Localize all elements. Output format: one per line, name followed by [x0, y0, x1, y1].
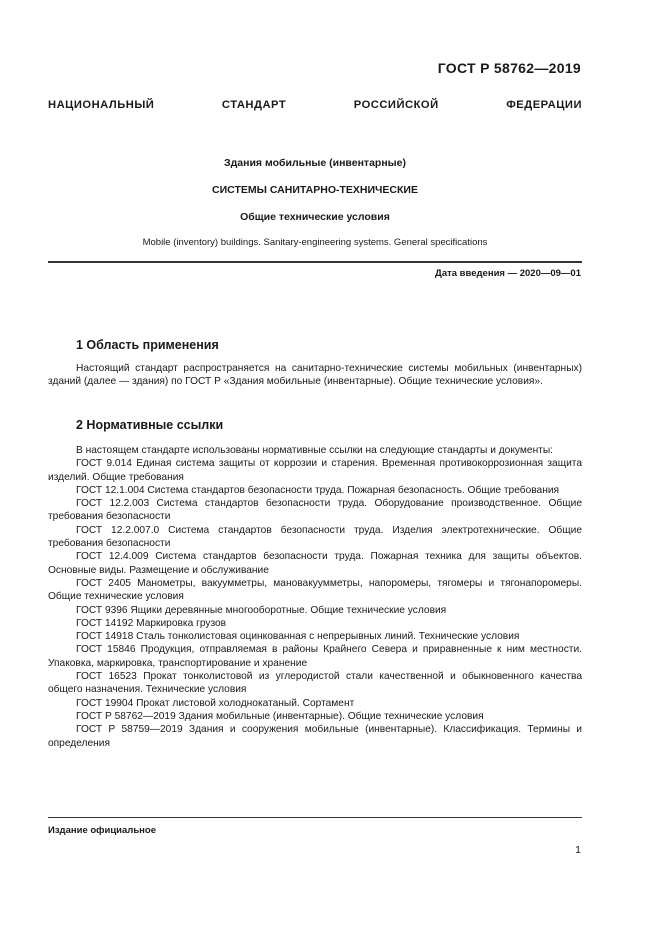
- references-intro: В настоящем стандарте использованы нормативные ссылки на следующие стандарты и документы:: [76, 445, 554, 456]
- edition-label: Издание официальное: [48, 825, 156, 836]
- section-2-heading: 2 Нормативные ссылки: [76, 418, 224, 432]
- standard-type-heading: НАЦИОНАЛЬНЫЙ СТАНДАРТ РОССИЙСКОЙ ФЕДЕРАЦИИ: [48, 99, 582, 111]
- reference-item: ГОСТ 16523 Прокат тонколистовой из углеродистой стали качественной и обыкновенного качества общего назначения. Технические условия: [48, 671, 582, 696]
- title-divider: [48, 261, 582, 263]
- reference-item: ГОСТ 15846 Продукция, отправляемая в районы Крайнего Севера и приравненные к ним местности. Упаковка, маркировка, транспортирование и хранение: [48, 644, 582, 669]
- section-1-heading: 1 Область применения: [76, 338, 219, 352]
- section-1-text: Настоящий стандарт распространяется на санитарно-технические системы мобильных (инвентарных) зданий (далее — здания) по ГОСТ Р «Здания мобильные (инвентарные). Общие технические условия».: [48, 363, 582, 388]
- footer-divider: [48, 817, 582, 818]
- reference-item: ГОСТ 14192 Маркировка грузов: [76, 617, 227, 629]
- reference-item: ГОСТ 12.1.004 Система стандартов безопасности труда. Пожарная безопасность. Общие требования: [76, 484, 560, 496]
- reference-item: ГОСТ Р 58759—2019 Здания и сооружения мобильные (инвентарные). Классификация. Термины и определения: [48, 724, 582, 749]
- title-line-3: Общие технические условия: [240, 211, 390, 223]
- introduction-date: Дата введения — 2020—09—01: [435, 268, 581, 279]
- title-line-2: СИСТЕМЫ САНИТАРНО-ТЕХНИЧЕСКИЕ: [212, 184, 418, 196]
- reference-item: ГОСТ 19904 Прокат листовой холоднокатаный. Сортамент: [76, 697, 355, 709]
- reference-item: ГОСТ 12.2.003 Система стандартов безопасности труда. Оборудование производственное. Общие требования безопасности: [48, 498, 582, 523]
- document-code: ГОСТ Р 58762—2019: [437, 60, 581, 76]
- english-title: Mobile (inventory) buildings. Sanitary-engineering systems. General specifications: [142, 237, 488, 248]
- title-line-1: Здания мобильные (инвентарные): [224, 157, 406, 169]
- reference-item: ГОСТ 2405 Манометры, вакуумметры, мановакуумметры, напоромеры, тягомеры и тягонапоромеры. Общие технические условия: [48, 577, 582, 603]
- reference-item: ГОСТ 9396 Ящики деревянные многооборотные. Общие технические условия: [76, 604, 447, 616]
- references-list: [48, 444, 582, 750]
- reference-item: ГОСТ Р 58762—2019 Здания мобильные (инвентарные). Общие технические условия: [76, 710, 484, 722]
- reference-item: ГОСТ 9.014 Единая система защиты от коррозии и старения. Временная противокоррозионная защита изделий. Общие требования: [48, 458, 582, 483]
- reference-item: ГОСТ 14918 Сталь тонколистовая оцинкованная с непрерывных линий. Технические условия: [76, 631, 520, 643]
- reference-item: ГОСТ 12.4.009 Система стандартов безопасности труда. Пожарная техника для защиты объектов. Основные виды. Размещение и обслуживание: [48, 551, 582, 576]
- reference-item: ГОСТ 12.2.007.0 Система стандартов безопасности труда. Изделия электротехнические. Общие требования безопасности: [48, 524, 582, 550]
- page-number: 1: [575, 844, 581, 856]
